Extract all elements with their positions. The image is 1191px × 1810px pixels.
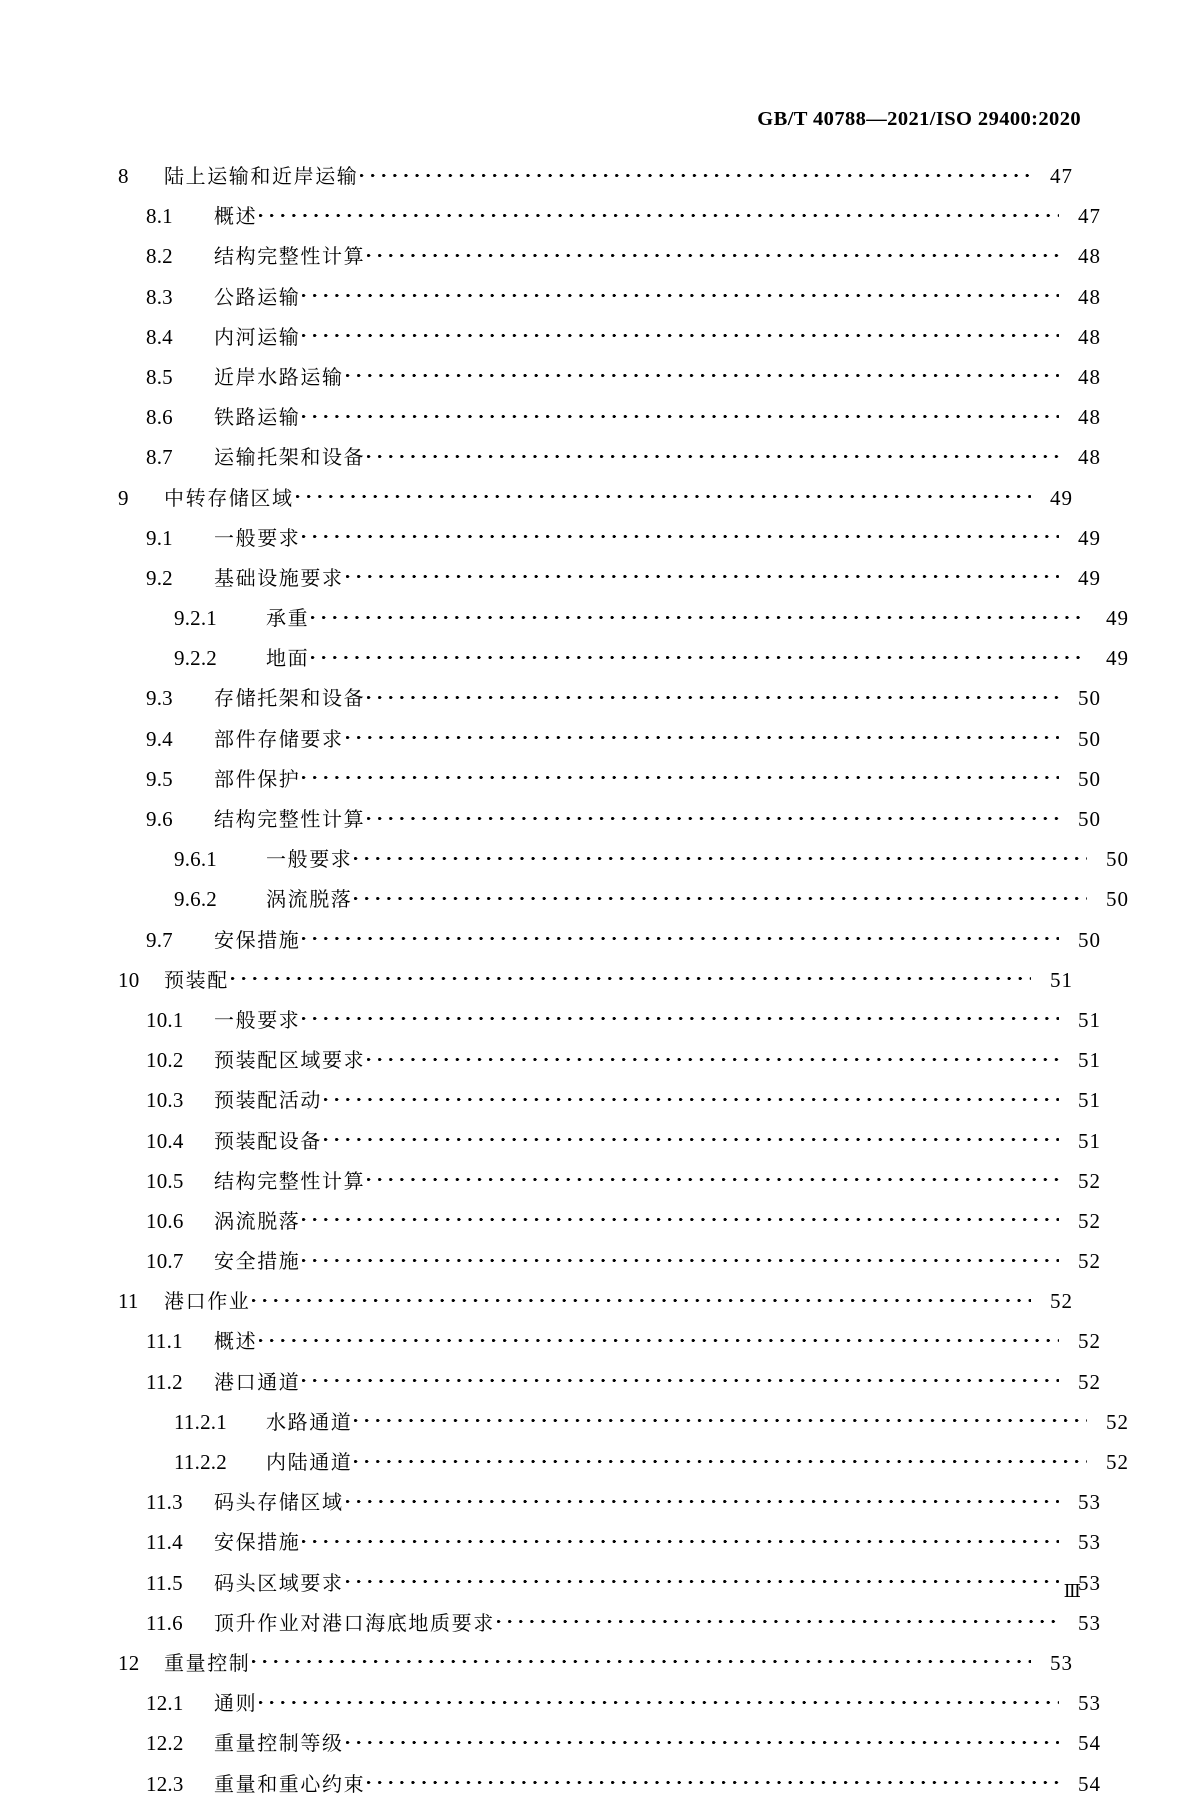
toc-entry-number: 11.2.2 <box>174 1450 227 1474</box>
toc-entry-number: 10.4 <box>146 1128 184 1153</box>
toc-entry-title: 一般要求 <box>214 1007 301 1032</box>
toc-entry-number: 9.2 <box>146 565 173 590</box>
toc-entry-number: 9.4 <box>146 726 173 751</box>
toc-entry-number: 8.3 <box>146 284 173 309</box>
toc-entry-title: 存储托架和设备 <box>214 686 366 711</box>
toc-entry-title: 水路通道 <box>266 1409 353 1434</box>
toc-entry-page-number: 53 <box>1078 1691 1101 1716</box>
toc-entry-page-number: 53 <box>1078 1530 1101 1555</box>
toc-dot-leader <box>302 1528 1059 1549</box>
toc-entry[interactable] <box>118 845 1129 885</box>
toc-entry-number: 12.1 <box>146 1691 184 1716</box>
toc-entry-number: 10.3 <box>146 1088 184 1113</box>
toc-entry[interactable] <box>118 1770 1101 1810</box>
toc-entry-number: 9.6 <box>146 807 173 831</box>
toc-dot-leader <box>259 1689 1059 1710</box>
toc-entry-number: 8.7 <box>146 445 173 470</box>
toc-dot-leader <box>231 966 1031 987</box>
toc-entry-number: 12.2 <box>146 1731 184 1756</box>
toc-entry-title: 部件保护 <box>214 766 301 791</box>
toc-entry-page-number: 48 <box>1078 445 1101 470</box>
toc-dot-leader <box>302 524 1059 545</box>
toc-entry-title: 地面 <box>266 646 310 671</box>
toc-entry-title: 预装配 <box>164 967 229 992</box>
toc-entry-page-number: 50 <box>1106 887 1129 912</box>
toc-entry[interactable] <box>118 323 1101 363</box>
toc-entry-title: 重量和重心约束 <box>214 1771 366 1796</box>
toc-entry-number: 9.2.1 <box>174 606 217 631</box>
toc-entry-title: 码头存储区域 <box>214 1490 344 1515</box>
toc-dot-leader <box>324 1127 1059 1148</box>
toc-dot-leader <box>367 684 1059 705</box>
toc-entry-number: 8 <box>118 164 129 188</box>
toc-entry-number: 10.6 <box>146 1208 184 1233</box>
toc-entry[interactable] <box>118 1327 1101 1367</box>
toc-entry-page-number: 50 <box>1078 927 1101 952</box>
toc-entry-title: 结构完整性计算 <box>214 807 366 831</box>
toc-entry-number: 12.3 <box>146 1771 184 1796</box>
toc-entry-page-number: 53 <box>1078 1570 1101 1595</box>
toc-dot-leader <box>346 1488 1059 1509</box>
toc-entry-title: 顶升作业对港口海底地质要求 <box>214 1610 495 1635</box>
toc-dot-leader <box>296 484 1031 505</box>
toc-entry-number: 9.3 <box>146 686 173 711</box>
table-of-contents <box>118 162 1129 1810</box>
toc-dot-leader <box>302 926 1059 947</box>
toc-entry-title: 部件存储要求 <box>214 726 344 751</box>
toc-dot-leader <box>367 1770 1059 1791</box>
toc-dot-leader <box>354 885 1087 906</box>
toc-entry-page-number: 51 <box>1050 967 1073 992</box>
toc-entry-page-number: 48 <box>1078 284 1101 309</box>
toc-entry-title: 预装配活动 <box>214 1088 322 1113</box>
toc-entry-title: 概述 <box>214 1329 258 1354</box>
toc-entry[interactable] <box>118 926 1101 966</box>
toc-dot-leader <box>302 403 1059 424</box>
toc-entry-title: 结构完整性计算 <box>214 1168 366 1193</box>
running-header-standard-id: GB/T 40788—2021/ISO 29400:2020 <box>757 108 1081 130</box>
toc-entry-page-number: 47 <box>1078 204 1101 229</box>
toc-entry-page-number: 49 <box>1078 525 1101 550</box>
toc-entry-page-number: 48 <box>1078 244 1101 269</box>
toc-entry[interactable] <box>118 805 1101 845</box>
toc-entry-title: 内陆通道 <box>266 1450 353 1474</box>
toc-entry[interactable] <box>118 484 1073 524</box>
toc-entry-title: 中转存储区域 <box>164 485 294 510</box>
toc-entry-title: 预装配设备 <box>214 1128 322 1153</box>
toc-entry[interactable] <box>118 1609 1101 1649</box>
toc-entry-number: 9 <box>118 485 129 510</box>
toc-dot-leader <box>302 1368 1059 1389</box>
toc-entry-title: 一般要求 <box>266 847 353 872</box>
toc-entry-title: 内河运输 <box>214 324 301 349</box>
toc-entry-number: 8.5 <box>146 364 173 389</box>
toc-entry-page-number: 52 <box>1078 1369 1101 1394</box>
toc-entry-title: 安保措施 <box>214 927 301 952</box>
toc-entry-number: 11.1 <box>146 1329 183 1354</box>
toc-entry-page-number: 48 <box>1078 324 1101 349</box>
toc-dot-leader <box>252 1649 1031 1670</box>
toc-entry[interactable] <box>118 283 1101 323</box>
toc-dot-leader <box>302 1207 1059 1228</box>
toc-dot-leader <box>354 1408 1087 1429</box>
toc-dot-leader <box>354 1448 1087 1469</box>
toc-entry-page-number: 48 <box>1078 405 1101 430</box>
toc-entry[interactable] <box>118 1046 1101 1086</box>
toc-dot-leader <box>360 162 1031 183</box>
toc-entry[interactable] <box>118 1207 1101 1247</box>
toc-dot-leader <box>346 1729 1059 1750</box>
toc-entry-page-number: 47 <box>1050 164 1073 188</box>
toc-entry-title: 通则 <box>214 1691 258 1716</box>
toc-entry-number: 10.7 <box>146 1249 184 1274</box>
toc-entry-title: 重量控制 <box>164 1650 251 1675</box>
toc-entry-number: 10 <box>118 967 140 992</box>
toc-entry-page-number: 49 <box>1078 565 1101 590</box>
toc-entry[interactable] <box>118 1408 1129 1448</box>
toc-entry-title: 近岸水路运输 <box>214 364 344 389</box>
toc-dot-leader <box>367 242 1059 263</box>
toc-entry-title: 预装配区域要求 <box>214 1048 366 1073</box>
toc-dot-leader <box>497 1609 1059 1630</box>
toc-entry-title: 铁路运输 <box>214 405 301 430</box>
toc-entry-page-number: 49 <box>1106 646 1129 671</box>
toc-entry-page-number: 52 <box>1050 1289 1073 1314</box>
toc-entry-title: 涡流脱落 <box>214 1208 301 1233</box>
toc-entry-page-number: 53 <box>1078 1490 1101 1515</box>
toc-entry[interactable] <box>118 443 1101 483</box>
toc-entry[interactable] <box>118 725 1101 765</box>
toc-entry-page-number: 50 <box>1078 726 1101 751</box>
toc-entry-title: 涡流脱落 <box>266 887 353 912</box>
toc-entry-number: 8.1 <box>146 204 173 229</box>
toc-entry[interactable] <box>118 403 1101 443</box>
toc-entry-page-number: 54 <box>1078 1771 1101 1796</box>
toc-dot-leader <box>367 805 1059 826</box>
toc-dot-leader <box>302 1006 1059 1027</box>
toc-entry-page-number: 52 <box>1078 1249 1101 1274</box>
toc-entry-number: 11 <box>118 1289 139 1314</box>
toc-entry-page-number: 50 <box>1078 807 1101 831</box>
toc-dot-leader <box>259 1327 1059 1348</box>
toc-entry-title: 承重 <box>266 606 310 631</box>
toc-entry[interactable] <box>118 1448 1129 1488</box>
toc-entry[interactable] <box>118 1086 1101 1126</box>
toc-entry-title: 一般要求 <box>214 525 301 550</box>
toc-entry-number: 11.6 <box>146 1610 183 1635</box>
toc-entry[interactable] <box>118 765 1101 805</box>
toc-entry-number: 8.4 <box>146 324 173 349</box>
toc-entry[interactable] <box>118 1127 1101 1167</box>
toc-entry-page-number: 51 <box>1078 1088 1101 1113</box>
toc-entry-number: 11.5 <box>146 1570 183 1595</box>
toc-entry-page-number: 50 <box>1078 686 1101 711</box>
toc-entry[interactable] <box>118 1729 1101 1769</box>
toc-entry-number: 9.7 <box>146 927 173 952</box>
toc-entry[interactable] <box>118 1247 1101 1287</box>
toc-entry-number: 10.5 <box>146 1168 184 1193</box>
toc-dot-leader <box>259 202 1059 223</box>
toc-dot-leader <box>346 725 1059 746</box>
toc-entry[interactable] <box>118 684 1101 724</box>
toc-entry-page-number: 50 <box>1106 847 1129 872</box>
toc-entry-title: 陆上运输和近岸运输 <box>164 164 359 188</box>
toc-entry-page-number: 49 <box>1106 606 1129 631</box>
toc-entry[interactable] <box>118 1167 1101 1207</box>
toc-dot-leader <box>302 283 1059 304</box>
toc-entry-page-number: 52 <box>1106 1450 1129 1474</box>
toc-entry-title: 港口通道 <box>214 1369 301 1394</box>
page-folio: Ⅲ <box>1063 1581 1081 1601</box>
toc-entry-page-number: 48 <box>1078 364 1101 389</box>
toc-entry-number: 9.2.2 <box>174 646 217 671</box>
toc-entry-number: 9.5 <box>146 766 173 791</box>
toc-entry-number: 10.1 <box>146 1007 184 1032</box>
toc-entry-number: 11.4 <box>146 1530 183 1555</box>
toc-entry-title: 重量控制等级 <box>214 1731 344 1756</box>
toc-entry-page-number: 52 <box>1106 1409 1129 1434</box>
toc-entry-number: 8.6 <box>146 405 173 430</box>
toc-entry-number: 9.1 <box>146 525 173 550</box>
toc-entry-page-number: 51 <box>1078 1128 1101 1153</box>
toc-entry-number: 12 <box>118 1650 140 1675</box>
toc-entry[interactable] <box>118 885 1129 925</box>
toc-dot-leader <box>252 1287 1031 1308</box>
toc-entry-number: 10.2 <box>146 1048 184 1073</box>
toc-entry[interactable] <box>118 1488 1101 1528</box>
toc-entry-title: 运输托架和设备 <box>214 445 366 470</box>
toc-dot-leader <box>354 845 1087 866</box>
toc-entry-number: 11.2.1 <box>174 1409 227 1434</box>
toc-entry-page-number: 49 <box>1050 485 1073 510</box>
toc-entry[interactable] <box>118 1368 1101 1408</box>
toc-entry[interactable] <box>118 1528 1101 1568</box>
toc-entry-title: 港口作业 <box>164 1289 251 1314</box>
toc-entry[interactable] <box>118 1649 1073 1689</box>
toc-dot-leader <box>367 443 1059 464</box>
toc-entry[interactable] <box>118 1287 1073 1327</box>
toc-entry-title: 结构完整性计算 <box>214 244 366 269</box>
toc-entry-number: 11.3 <box>146 1490 183 1515</box>
toc-dot-leader <box>367 1167 1059 1188</box>
toc-entry[interactable] <box>118 1006 1101 1046</box>
toc-entry[interactable] <box>118 242 1101 282</box>
toc-entry-page-number: 52 <box>1078 1329 1101 1354</box>
toc-dot-leader <box>302 323 1059 344</box>
toc-entry-number: 9.6.1 <box>174 847 217 872</box>
toc-entry[interactable] <box>118 524 1101 564</box>
toc-entry-number: 8.2 <box>146 244 173 269</box>
toc-dot-leader <box>311 604 1087 625</box>
toc-dot-leader <box>302 765 1059 786</box>
toc-entry-page-number: 51 <box>1078 1007 1101 1032</box>
toc-entry-page-number: 51 <box>1078 1048 1101 1073</box>
toc-entry[interactable] <box>118 644 1129 684</box>
toc-dot-leader <box>346 564 1059 585</box>
toc-entry-page-number: 52 <box>1078 1168 1101 1193</box>
toc-entry-title: 安全措施 <box>214 1249 301 1274</box>
toc-entry[interactable] <box>118 966 1073 1006</box>
toc-dot-leader <box>311 644 1087 665</box>
toc-dot-leader <box>367 1046 1059 1067</box>
toc-entry-title: 概述 <box>214 204 258 229</box>
toc-entry-page-number: 52 <box>1078 1208 1101 1233</box>
toc-entry-title: 公路运输 <box>214 284 301 309</box>
toc-entry-page-number: 53 <box>1050 1650 1073 1675</box>
toc-entry[interactable] <box>118 1689 1101 1729</box>
toc-entry-page-number: 54 <box>1078 1731 1101 1756</box>
toc-entry-title: 码头区域要求 <box>214 1570 344 1595</box>
toc-entry-page-number: 53 <box>1078 1610 1101 1635</box>
toc-dot-leader <box>346 363 1059 384</box>
toc-dot-leader <box>302 1247 1059 1268</box>
toc-entry-number: 11.2 <box>146 1369 183 1394</box>
toc-entry[interactable] <box>118 162 1073 202</box>
toc-entry[interactable] <box>118 202 1101 242</box>
toc-entry-title: 安保措施 <box>214 1530 301 1555</box>
toc-entry-number: 9.6.2 <box>174 887 217 912</box>
toc-dot-leader <box>346 1569 1059 1590</box>
toc-entry-page-number: 50 <box>1078 766 1101 791</box>
toc-dot-leader <box>324 1086 1059 1107</box>
toc-entry[interactable] <box>118 363 1101 403</box>
toc-entry[interactable] <box>118 1569 1101 1609</box>
toc-entry-title: 基础设施要求 <box>214 565 344 590</box>
toc-entry[interactable] <box>118 564 1101 604</box>
toc-entry[interactable] <box>118 604 1129 644</box>
